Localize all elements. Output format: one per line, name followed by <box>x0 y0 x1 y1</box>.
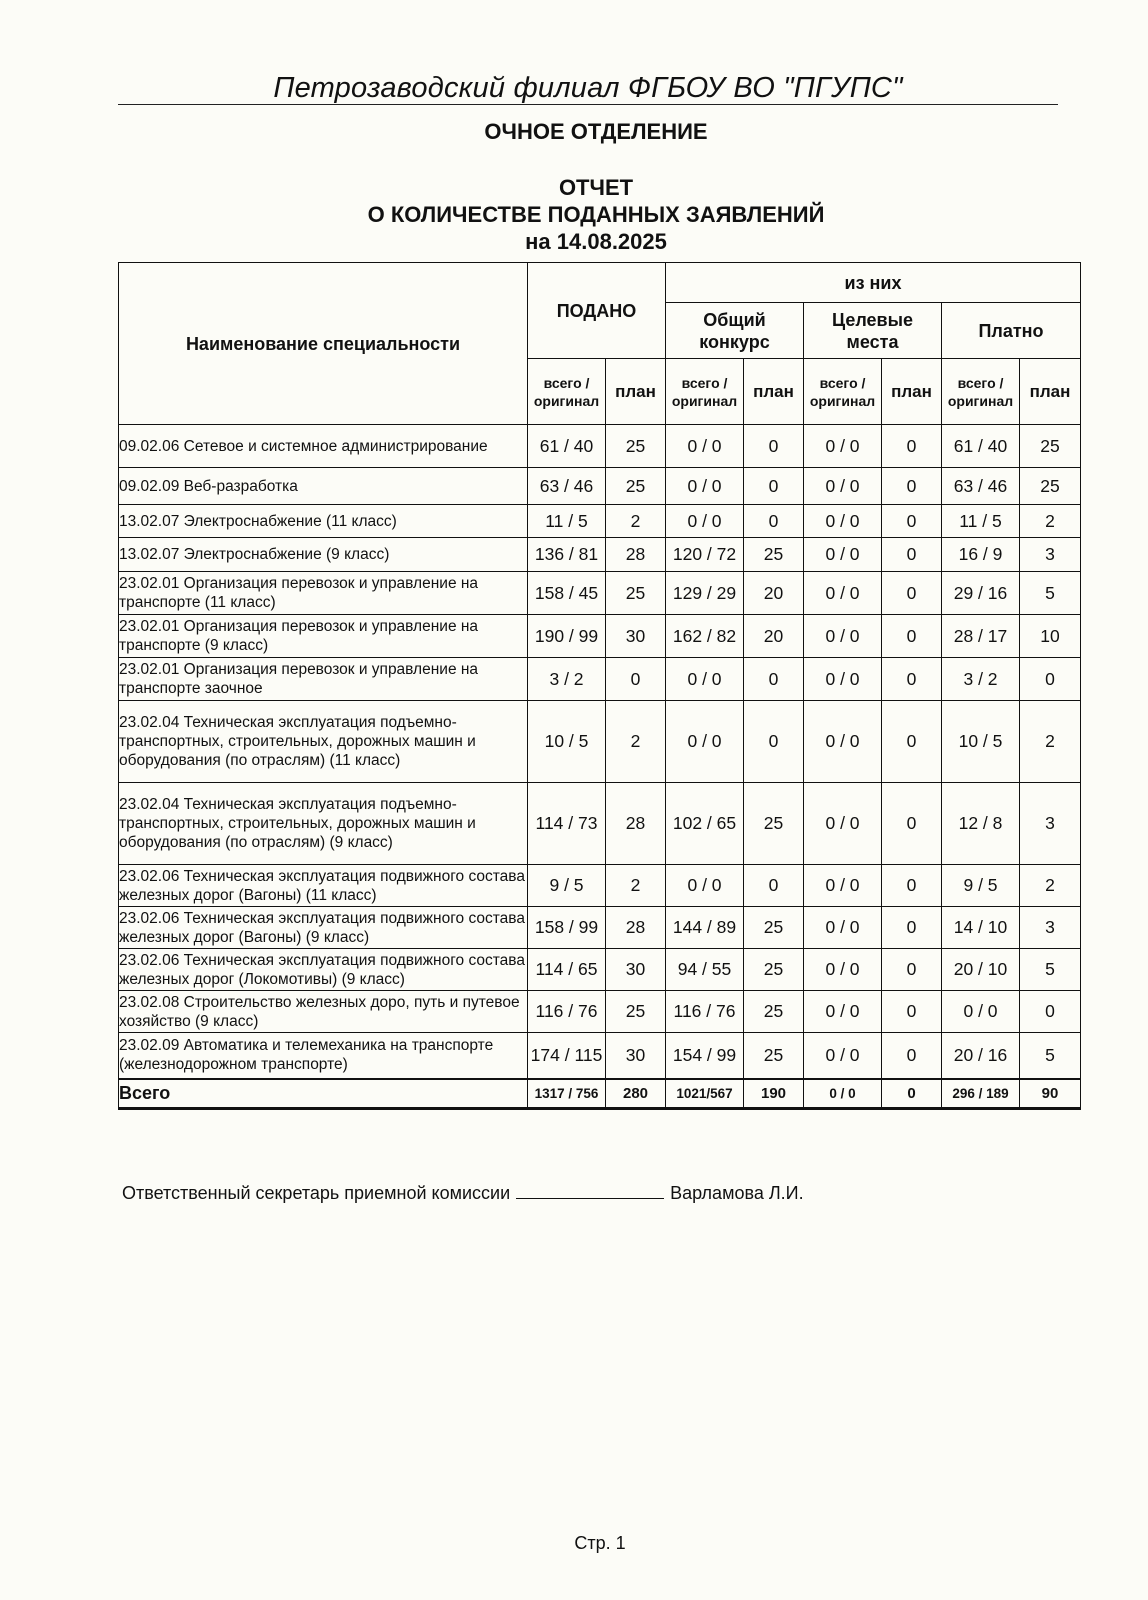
submitted-plan-cell: 28 <box>606 907 666 949</box>
target-plan-cell: 0 <box>882 865 942 907</box>
general-cell: 0 / 0 <box>666 505 744 538</box>
specialty-name-cell: 23.02.01 Организация перевозок и управление на транспорте (11 класс) <box>119 572 528 615</box>
table-row <box>119 907 1081 949</box>
submitted-plan-cell: 2 <box>606 505 666 538</box>
subheader-total-original: всего / оригинал <box>666 359 744 425</box>
target-cell: 0 / 0 <box>804 1033 882 1079</box>
general-plan-cell: 25 <box>744 991 804 1033</box>
general-plan-cell: 20 <box>744 615 804 658</box>
title-underline <box>118 104 1058 105</box>
target-plan-cell: 0 <box>882 425 942 468</box>
submitted-plan-cell: 30 <box>606 615 666 658</box>
general-cell: 0 / 0 <box>666 658 744 701</box>
general-plan-cell: 0 <box>744 658 804 701</box>
submitted-plan-cell: 25 <box>606 572 666 615</box>
table-row <box>119 505 1081 538</box>
target-plan-cell: 0 <box>882 949 942 991</box>
paid-plan-cell: 3 <box>1020 783 1081 865</box>
subheader-plan: план <box>1020 359 1081 425</box>
submitted-plan-cell: 28 <box>606 538 666 572</box>
total-target: 0 / 0 <box>804 1079 882 1109</box>
specialty-name-cell: 23.02.08 Строительство железных доро, путь и путевое хозяйство (9 класс) <box>119 991 528 1033</box>
paid-cell: 29 / 16 <box>942 572 1020 615</box>
specialty-name-cell: 23.02.06 Техническая эксплуатация подвижного состава железных дорог (Вагоны) (11 класс) <box>119 865 528 907</box>
general-plan-cell: 0 <box>744 425 804 468</box>
table-row <box>119 865 1081 907</box>
target-cell: 0 / 0 <box>804 865 882 907</box>
general-cell: 102 / 65 <box>666 783 744 865</box>
general-cell: 162 / 82 <box>666 615 744 658</box>
target-plan-cell: 0 <box>882 701 942 783</box>
target-plan-cell: 0 <box>882 505 942 538</box>
target-plan-cell: 0 <box>882 658 942 701</box>
paid-cell: 11 / 5 <box>942 505 1020 538</box>
paid-plan-cell: 3 <box>1020 907 1081 949</box>
target-cell: 0 / 0 <box>804 505 882 538</box>
target-plan-cell: 0 <box>882 1033 942 1079</box>
header-specialty: Наименование специальности <box>119 263 528 425</box>
submitted-cell: 11 / 5 <box>528 505 606 538</box>
general-plan-cell: 0 <box>744 468 804 505</box>
table-row <box>119 468 1081 505</box>
signature-person: Варламова Л.И. <box>670 1183 804 1203</box>
submitted-cell: 116 / 76 <box>528 991 606 1033</box>
paid-cell: 16 / 9 <box>942 538 1020 572</box>
signature-block <box>122 1183 804 1204</box>
submitted-plan-cell: 30 <box>606 1033 666 1079</box>
general-plan-cell: 25 <box>744 907 804 949</box>
general-plan-cell: 25 <box>744 783 804 865</box>
specialty-name-cell: 23.02.01 Организация перевозок и управление на транспорте заочное <box>119 658 528 701</box>
general-cell: 120 / 72 <box>666 538 744 572</box>
specialty-name-cell: 13.02.07 Электроснабжение (9 класс) <box>119 538 528 572</box>
target-cell: 0 / 0 <box>804 701 882 783</box>
subheader-plan: план <box>882 359 942 425</box>
target-cell: 0 / 0 <box>804 658 882 701</box>
submitted-cell: 190 / 99 <box>528 615 606 658</box>
total-label: Всего <box>119 1079 528 1109</box>
target-cell: 0 / 0 <box>804 615 882 658</box>
submitted-plan-cell: 25 <box>606 991 666 1033</box>
organization-title: Петрозаводский филиал ФГБОУ ВО "ПГУПС" <box>273 72 903 104</box>
paid-plan-cell: 3 <box>1020 538 1081 572</box>
report-subtitle: О КОЛИЧЕСТВЕ ПОДАННЫХ ЗАЯВЛЕНИЙ <box>367 202 825 227</box>
subheader-plan: план <box>744 359 804 425</box>
target-cell: 0 / 0 <box>804 538 882 572</box>
specialty-name-cell: 09.02.09 Веб-разработка <box>119 468 528 505</box>
target-plan-cell: 0 <box>882 991 942 1033</box>
total-general-plan: 190 <box>744 1079 804 1109</box>
submitted-cell: 9 / 5 <box>528 865 606 907</box>
submitted-cell: 136 / 81 <box>528 538 606 572</box>
submitted-cell: 158 / 99 <box>528 907 606 949</box>
total-submitted-plan: 280 <box>606 1079 666 1109</box>
paid-plan-cell: 25 <box>1020 468 1081 505</box>
report-title: ОТЧЕТ <box>558 175 634 200</box>
header-target-places: Целевые места <box>804 303 942 359</box>
table-row <box>119 572 1081 615</box>
paid-cell: 10 / 5 <box>942 701 1020 783</box>
subheader-plan: план <box>606 359 666 425</box>
submitted-plan-cell: 25 <box>606 468 666 505</box>
table-row <box>119 949 1081 991</box>
general-cell: 0 / 0 <box>666 425 744 468</box>
target-plan-cell: 0 <box>882 907 942 949</box>
page-number: Стр. 1 <box>574 1533 626 1553</box>
signature-line <box>516 1184 664 1199</box>
paid-cell: 20 / 16 <box>942 1033 1020 1079</box>
general-cell: 94 / 55 <box>666 949 744 991</box>
table-body <box>119 425 1081 1109</box>
table-row <box>119 991 1081 1033</box>
paid-cell: 28 / 17 <box>942 615 1020 658</box>
target-cell: 0 / 0 <box>804 572 882 615</box>
general-cell: 116 / 76 <box>666 991 744 1033</box>
total-paid-plan: 90 <box>1020 1079 1081 1109</box>
table-row <box>119 425 1081 468</box>
applications-table <box>118 262 1081 1110</box>
general-cell: 154 / 99 <box>666 1033 744 1079</box>
paid-cell: 63 / 46 <box>942 468 1020 505</box>
paid-plan-cell: 10 <box>1020 615 1081 658</box>
paid-cell: 0 / 0 <box>942 991 1020 1033</box>
target-cell: 0 / 0 <box>804 991 882 1033</box>
total-submitted: 1317 / 756 <box>528 1079 606 1109</box>
general-cell: 0 / 0 <box>666 701 744 783</box>
total-target-plan: 0 <box>882 1079 942 1109</box>
general-plan-cell: 0 <box>744 865 804 907</box>
table-row <box>119 538 1081 572</box>
general-plan-cell: 0 <box>744 505 804 538</box>
target-plan-cell: 0 <box>882 538 942 572</box>
specialty-name-cell: 23.02.06 Техническая эксплуатация подвижного состава железных дорог (Локомотивы) (9 класс) <box>119 949 528 991</box>
paid-plan-cell: 5 <box>1020 1033 1081 1079</box>
submitted-cell: 174 / 115 <box>528 1033 606 1079</box>
table-row <box>119 783 1081 865</box>
target-cell: 0 / 0 <box>804 783 882 865</box>
target-plan-cell: 0 <box>882 468 942 505</box>
target-plan-cell: 0 <box>882 615 942 658</box>
submitted-cell: 158 / 45 <box>528 572 606 615</box>
paid-plan-cell: 2 <box>1020 505 1081 538</box>
subheader-total-original: всего / оригинал <box>942 359 1020 425</box>
submitted-plan-cell: 25 <box>606 425 666 468</box>
table-row <box>119 658 1081 701</box>
specialty-name-cell: 23.02.04 Техническая эксплуатация подъемно-транспортных, строительных, дорожных машин и оборудования (по отраслям) (9 класс) <box>119 783 528 865</box>
target-cell: 0 / 0 <box>804 949 882 991</box>
specialty-name-cell: 09.02.06 Сетевое и системное администрирование <box>119 425 528 468</box>
header-general-competition: Общий конкурс <box>666 303 804 359</box>
specialty-name-cell: 23.02.01 Организация перевозок и управление на транспорте (9 класс) <box>119 615 528 658</box>
target-plan-cell: 0 <box>882 572 942 615</box>
general-plan-cell: 25 <box>744 1033 804 1079</box>
submitted-cell: 3 / 2 <box>528 658 606 701</box>
paid-cell: 3 / 2 <box>942 658 1020 701</box>
specialty-name-cell: 23.02.04 Техническая эксплуатация подъемно-транспортных, строительных, дорожных машин и оборудования (по отраслям) (11 класс) <box>119 701 528 783</box>
general-plan-cell: 25 <box>744 538 804 572</box>
paid-cell: 9 / 5 <box>942 865 1020 907</box>
paid-plan-cell: 5 <box>1020 572 1081 615</box>
paid-plan-cell: 2 <box>1020 701 1081 783</box>
submitted-cell: 61 / 40 <box>528 425 606 468</box>
submitted-plan-cell: 28 <box>606 783 666 865</box>
target-cell: 0 / 0 <box>804 468 882 505</box>
total-row <box>119 1079 1081 1109</box>
paid-cell: 20 / 10 <box>942 949 1020 991</box>
submitted-cell: 10 / 5 <box>528 701 606 783</box>
specialty-name-cell: 13.02.07 Электроснабжение (11 класс) <box>119 505 528 538</box>
submitted-plan-cell: 30 <box>606 949 666 991</box>
target-plan-cell: 0 <box>882 783 942 865</box>
header-paid: Платно <box>942 303 1081 359</box>
general-plan-cell: 20 <box>744 572 804 615</box>
report-date: на 14.08.2025 <box>525 229 667 254</box>
paid-plan-cell: 0 <box>1020 991 1081 1033</box>
table-row <box>119 1033 1081 1079</box>
paid-plan-cell: 25 <box>1020 425 1081 468</box>
paid-cell: 61 / 40 <box>942 425 1020 468</box>
paid-plan-cell: 0 <box>1020 658 1081 701</box>
paid-cell: 14 / 10 <box>942 907 1020 949</box>
submitted-plan-cell: 2 <box>606 865 666 907</box>
submitted-plan-cell: 2 <box>606 701 666 783</box>
general-cell: 144 / 89 <box>666 907 744 949</box>
subheader-total-original: всего / оригинал <box>528 359 606 425</box>
target-cell: 0 / 0 <box>804 907 882 949</box>
header-submitted: ПОДАНО <box>528 263 666 359</box>
submitted-plan-cell: 0 <box>606 658 666 701</box>
submitted-cell: 63 / 46 <box>528 468 606 505</box>
subheader-total-original: всего / оригинал <box>804 359 882 425</box>
submitted-cell: 114 / 65 <box>528 949 606 991</box>
general-plan-cell: 0 <box>744 701 804 783</box>
table-row <box>119 701 1081 783</box>
total-general: 1021/567 <box>666 1079 744 1109</box>
specialty-name-cell: 23.02.06 Техническая эксплуатация подвижного состава железных дорог (Вагоны) (9 класс) <box>119 907 528 949</box>
department-heading: ОЧНОЕ ОТДЕЛЕНИЕ <box>484 119 708 144</box>
specialty-name-cell: 23.02.09 Автоматика и телемеханика на транспорте (железнодорожном транспорте) <box>119 1033 528 1079</box>
target-cell: 0 / 0 <box>804 425 882 468</box>
submitted-cell: 114 / 73 <box>528 783 606 865</box>
general-cell: 0 / 0 <box>666 865 744 907</box>
general-plan-cell: 25 <box>744 949 804 991</box>
paid-cell: 12 / 8 <box>942 783 1020 865</box>
paid-plan-cell: 5 <box>1020 949 1081 991</box>
paid-plan-cell: 2 <box>1020 865 1081 907</box>
general-cell: 0 / 0 <box>666 468 744 505</box>
signature-role: Ответственный секретарь приемной комиссии <box>122 1183 511 1203</box>
header-of-which: из них <box>666 263 1081 303</box>
general-cell: 129 / 29 <box>666 572 744 615</box>
table-row <box>119 615 1081 658</box>
report-heading <box>118 174 1074 255</box>
total-paid: 296 / 189 <box>942 1079 1020 1109</box>
